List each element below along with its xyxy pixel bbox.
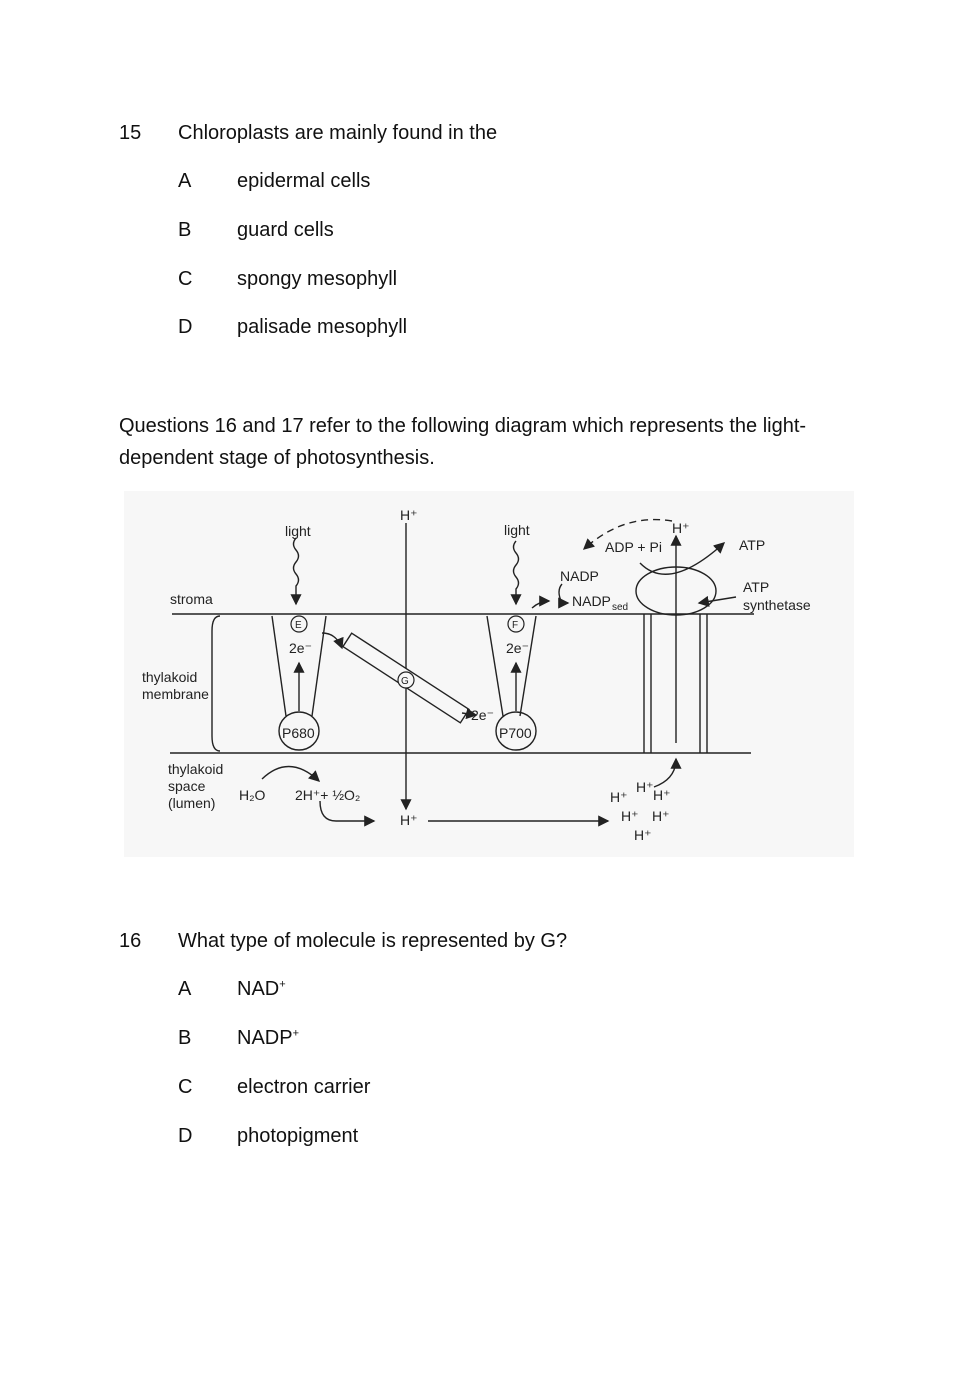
diagram-intro: Questions 16 and 17 refer to the following diagram which represents the light-dependent stage of photosynthesis. — [119, 415, 807, 469]
membrane-label-1: thylakoid — [142, 669, 198, 685]
ps2-side-left — [272, 616, 286, 716]
option-text: palisade mesophyll — [237, 316, 408, 338]
electron-label-mid: 2e⁻ — [471, 707, 494, 723]
option-letter: B — [178, 1027, 192, 1049]
ps1-side-left — [487, 616, 503, 716]
atp-label: ATP — [739, 537, 766, 553]
option-letter: D — [178, 1125, 193, 1147]
question-number: 15 — [119, 122, 142, 144]
ps1-side-right — [520, 616, 536, 716]
lumen-h: H⁺ — [652, 808, 670, 824]
label-g: G — [401, 676, 409, 687]
lumen-h: H⁺ — [636, 779, 654, 795]
h-release-arrow — [320, 801, 374, 821]
nadp-reduction-arrow — [559, 584, 568, 603]
p680-label: P680 — [282, 725, 315, 741]
h-plus-bottom: H⁺ — [400, 812, 418, 828]
option-letter: A — [178, 978, 192, 1000]
light-arrow-right — [514, 541, 519, 604]
option-text: spongy mesophyll — [237, 268, 398, 290]
water-split-arrow — [262, 766, 319, 781]
space-label-2: space — [168, 778, 206, 794]
p700-label: P700 — [499, 725, 532, 741]
option-letter: C — [178, 1076, 193, 1098]
option-text: photopigment — [237, 1125, 359, 1147]
option-superscript: + — [292, 1027, 300, 1040]
nadp-reduced-sub: sed — [612, 602, 629, 613]
option-text: guard cells — [237, 219, 334, 241]
lumen-h: H⁺ — [634, 827, 652, 843]
electron-label-left: 2e⁻ — [289, 640, 312, 656]
h-return-arrow — [654, 759, 676, 787]
atp-synthetase-label-1: ATP — [743, 579, 770, 595]
option-text-main: NAD — [237, 978, 280, 1000]
electron-label-right: 2e⁻ — [506, 640, 529, 656]
light-arrow-left — [294, 538, 299, 604]
option-letter: A — [178, 170, 192, 192]
space-label-3: (lumen) — [168, 795, 216, 811]
lumen-h: H⁺ — [653, 787, 671, 803]
adp-pi-label: ADP + Pi — [605, 539, 662, 555]
water-label: H₂O — [239, 787, 266, 803]
membrane-bracket — [212, 616, 220, 751]
ps2-side-right — [312, 616, 326, 716]
electron-arrow-to-g — [322, 633, 342, 648]
nadp-label: NADP — [560, 568, 599, 584]
question-text: What type of molecule is represented by G? — [178, 930, 568, 952]
membrane-label-2: membrane — [142, 686, 209, 702]
question-text: Chloroplasts are mainly found in the — [178, 122, 498, 144]
h-plus-top: H⁺ — [400, 507, 418, 523]
h-plus-atp: H⁺ — [672, 520, 690, 536]
option-letter: B — [178, 219, 192, 241]
option-text: electron carrier — [237, 1076, 371, 1098]
label-e: E — [295, 620, 302, 631]
option-text-main: NADP — [237, 1027, 293, 1049]
label-f: F — [512, 620, 519, 631]
synthetase-pointer — [699, 597, 736, 603]
light-label-left: light — [285, 523, 311, 539]
option-text: epidermal cells — [237, 170, 371, 192]
photosynthesis-diagram — [124, 491, 854, 857]
option-letter: D — [178, 316, 193, 338]
question-number: 16 — [119, 930, 142, 952]
nadp-reduced-label: NADP — [572, 593, 611, 609]
stroma-label: stroma — [170, 591, 213, 607]
light-label-right: light — [504, 522, 530, 538]
space-label-1: thylakoid — [168, 761, 224, 777]
nadp-arrow — [532, 601, 549, 608]
lumen-h: H⁺ — [621, 808, 639, 824]
option-superscript: + — [279, 978, 286, 991]
lumen-h: H⁺ — [610, 789, 628, 805]
products-label: 2H⁺+ ½O₂ — [295, 787, 361, 803]
option-text — [237, 978, 286, 1001]
option-letter: C — [178, 268, 193, 290]
atp-synthetase-label-2: synthetase — [743, 597, 811, 613]
option-text — [237, 1027, 299, 1050]
